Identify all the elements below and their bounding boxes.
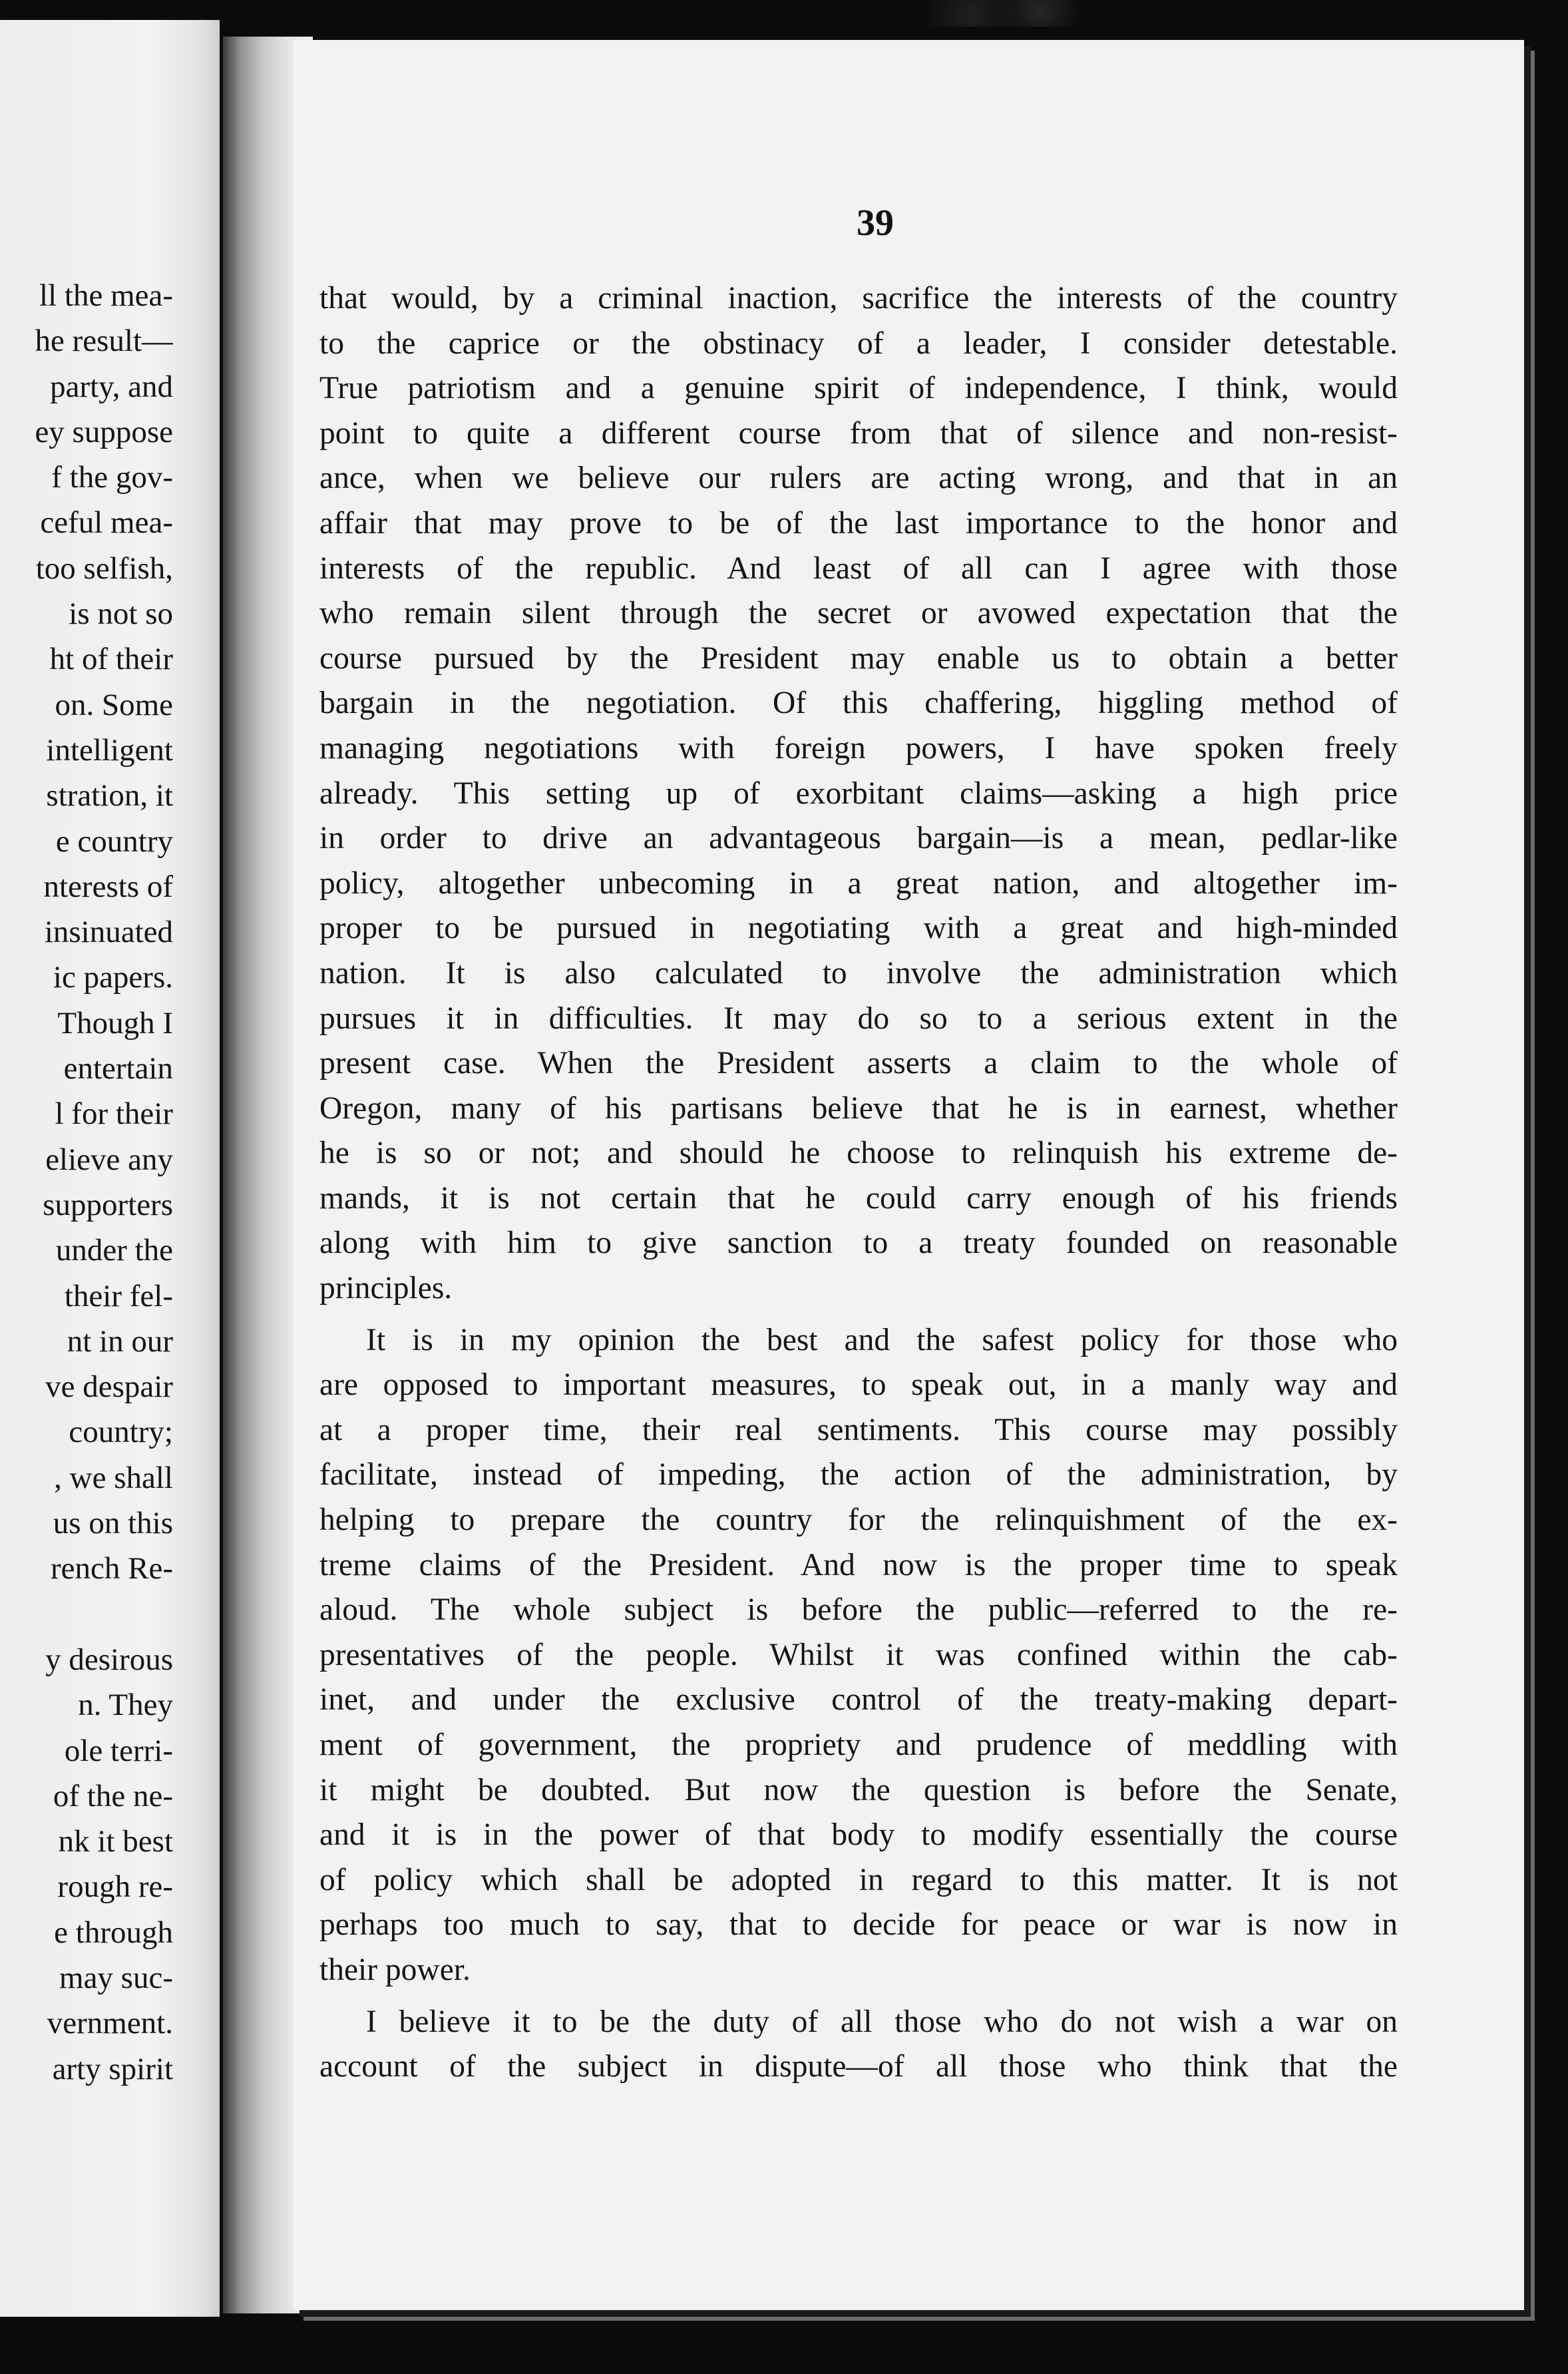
left-page-line: is not so — [69, 596, 173, 632]
left-page-line: intelligent — [46, 732, 173, 768]
left-page-line: of the ne- — [53, 1778, 173, 1813]
text-line: point to quite a different course from that of silence and non-resist- — [319, 415, 1398, 451]
text-line: account of the subject in dispute—of all those who think that the — [319, 2049, 1398, 2084]
left-page-line: ceful mea- — [40, 505, 173, 541]
left-page-line: vernment. — [47, 2006, 173, 2041]
text-line: course pursued by the President may enable us to obtain a better — [319, 640, 1398, 676]
text-line: along with him to give sanction to a treaty founded on reasonable — [319, 1226, 1398, 1261]
left-page-line: n. They — [78, 1688, 173, 1723]
page-number: 39 — [857, 202, 894, 244]
text-line: affair that may prove to be of the last importance to the honor and — [319, 505, 1398, 541]
left-page-line: Though I — [57, 1005, 173, 1041]
left-page-line: under the — [55, 1233, 173, 1268]
left-page — [0, 20, 220, 2317]
text-line: their power. — [319, 1952, 471, 1987]
text-line: he is so or not; and should he choose to relinquish his extreme de- — [319, 1136, 1398, 1171]
text-line: that would, by a criminal inaction, sacrifice the interests of the country — [319, 281, 1398, 316]
text-line: helping to prepare the country for the relinquishment of the ex- — [319, 1503, 1398, 1538]
text-line: already. This setting up of exorbitant claims—asking a high price — [319, 776, 1398, 811]
text-line: It is in my opinion the best and the safest policy for those who — [366, 1322, 1398, 1357]
left-page-line: nterests of — [43, 869, 173, 904]
text-line: presentatives of the people. Whilst it was confined within the cab- — [319, 1637, 1398, 1672]
left-page-line: ole terri- — [64, 1733, 173, 1768]
text-line: facilitate, instead of impeding, the action of the administration, by — [319, 1457, 1398, 1493]
text-line: in order to drive an advantageous bargain—is a mean, pedlar-like — [319, 821, 1398, 856]
paragraph-gap — [319, 1311, 1398, 1318]
left-page-line: rough re- — [57, 1869, 173, 1905]
text-line: inet, and under the exclusive control of the treaty-making depart- — [319, 1682, 1398, 1718]
text-line: pursues it in difficulties. It may do so to a serious extent in the — [319, 1001, 1398, 1036]
left-page-line: l for their — [55, 1096, 173, 1132]
text-line: I believe it to be the duty of all those who do not wish a war on — [366, 2004, 1398, 2039]
left-page-text — [0, 273, 173, 2092]
left-page-line: ht of their — [49, 642, 173, 677]
text-line: ance, when we believe our rulers are acting wrong, and that in an — [319, 461, 1398, 496]
left-page-line: y desirous — [45, 1642, 173, 1677]
text-line: mands, it is not certain that he could carry enough of his friends — [319, 1180, 1398, 1216]
left-page-line: ey suppose — [35, 414, 173, 449]
left-page-line: he result— — [35, 324, 173, 359]
text-line: interests of the republic. And least of all can I agree with those — [319, 551, 1398, 586]
left-page-line: stration, it — [46, 778, 173, 814]
text-line: treme claims of the President. And now is the proper time to speak — [319, 1547, 1398, 1582]
text-line: perhaps too much to say, that to decide for peace or war is now in — [319, 1907, 1398, 1943]
left-page-line: entertain — [63, 1051, 173, 1086]
text-line: ment of government, the propriety and prudence of meddling with — [319, 1728, 1398, 1762]
paragraph — [319, 1318, 1398, 1993]
text-line: Oregon, many of his partisans believe that he is in earnest, whether — [319, 1090, 1398, 1126]
left-page-line: may suc- — [59, 1960, 173, 1995]
text-line: aloud. The whole subject is before the public—referred to the re- — [319, 1592, 1398, 1628]
left-page-line: on. Some — [55, 687, 173, 722]
left-page-line: arty spirit — [52, 2051, 173, 2086]
left-page-line — [0, 1592, 173, 1637]
left-page-line: their fel- — [64, 1278, 173, 1313]
left-page-line: too selfish, — [35, 551, 173, 586]
paragraph-gap — [319, 1993, 1398, 2000]
text-line: to the caprice or the obstinacy of a leader, I consider detestable. — [319, 326, 1398, 361]
paragraph — [319, 2000, 1398, 2090]
text-line: principles. — [319, 1271, 453, 1306]
text-line: and it is in the power of that body to modify essentially the course — [319, 1817, 1398, 1853]
text-line: proper to be pursued in negotiating with a great and high-minded — [319, 911, 1398, 946]
left-page-line: ve despair — [45, 1369, 173, 1405]
right-page — [293, 40, 1524, 2310]
left-page-line: e country — [55, 824, 173, 859]
page-body — [319, 276, 1398, 2090]
paragraph — [319, 276, 1398, 1311]
left-page-line: nk it best — [58, 1824, 173, 1859]
left-page-line: , we shall — [54, 1460, 173, 1495]
text-line: of policy which shall be adopted in regard to this matter. It is not — [319, 1862, 1398, 1897]
text-line: bargain in the negotiation. Of this chaffering, higgling method of — [319, 686, 1398, 721]
text-line: nation. It is also calculated to involve the administration which — [319, 955, 1398, 991]
left-page-line: ll the mea- — [39, 278, 173, 313]
text-line: True patriotism and a genuine spirit of independence, I think, would — [319, 371, 1398, 406]
left-page-line: supporters — [43, 1187, 173, 1222]
left-page-line: ic papers. — [53, 960, 173, 995]
left-page-line: us on this — [53, 1506, 173, 1541]
text-line: present case. When the President asserts a claim to the whole of — [319, 1046, 1398, 1081]
text-line: policy, altogether unbecoming in a great nation, and altogether im- — [319, 865, 1398, 901]
text-line: managing negotiations with foreign powers, I have spoken freely — [319, 730, 1398, 766]
left-page-line: nt in our — [67, 1323, 173, 1359]
left-page-line: rench Re- — [51, 1551, 173, 1586]
text-line: at a proper time, their real sentiments. This course may possibly — [319, 1412, 1398, 1447]
text-line: it might be doubted. But now the question is before the Senate, — [319, 1772, 1398, 1807]
left-page-line: e through — [54, 1915, 173, 1950]
scan-noise — [918, 0, 1091, 27]
left-page-line: elieve any — [45, 1142, 173, 1177]
left-page-line: country; — [69, 1415, 173, 1450]
left-page-line: party, and — [50, 369, 173, 404]
left-page-line: f the gov- — [51, 460, 173, 495]
left-page-line: insinuated — [44, 915, 173, 950]
text-line: who remain silent through the secret or avowed expectation that the — [319, 596, 1398, 631]
text-line: are opposed to important measures, to speak out, in a manly way and — [319, 1367, 1398, 1403]
